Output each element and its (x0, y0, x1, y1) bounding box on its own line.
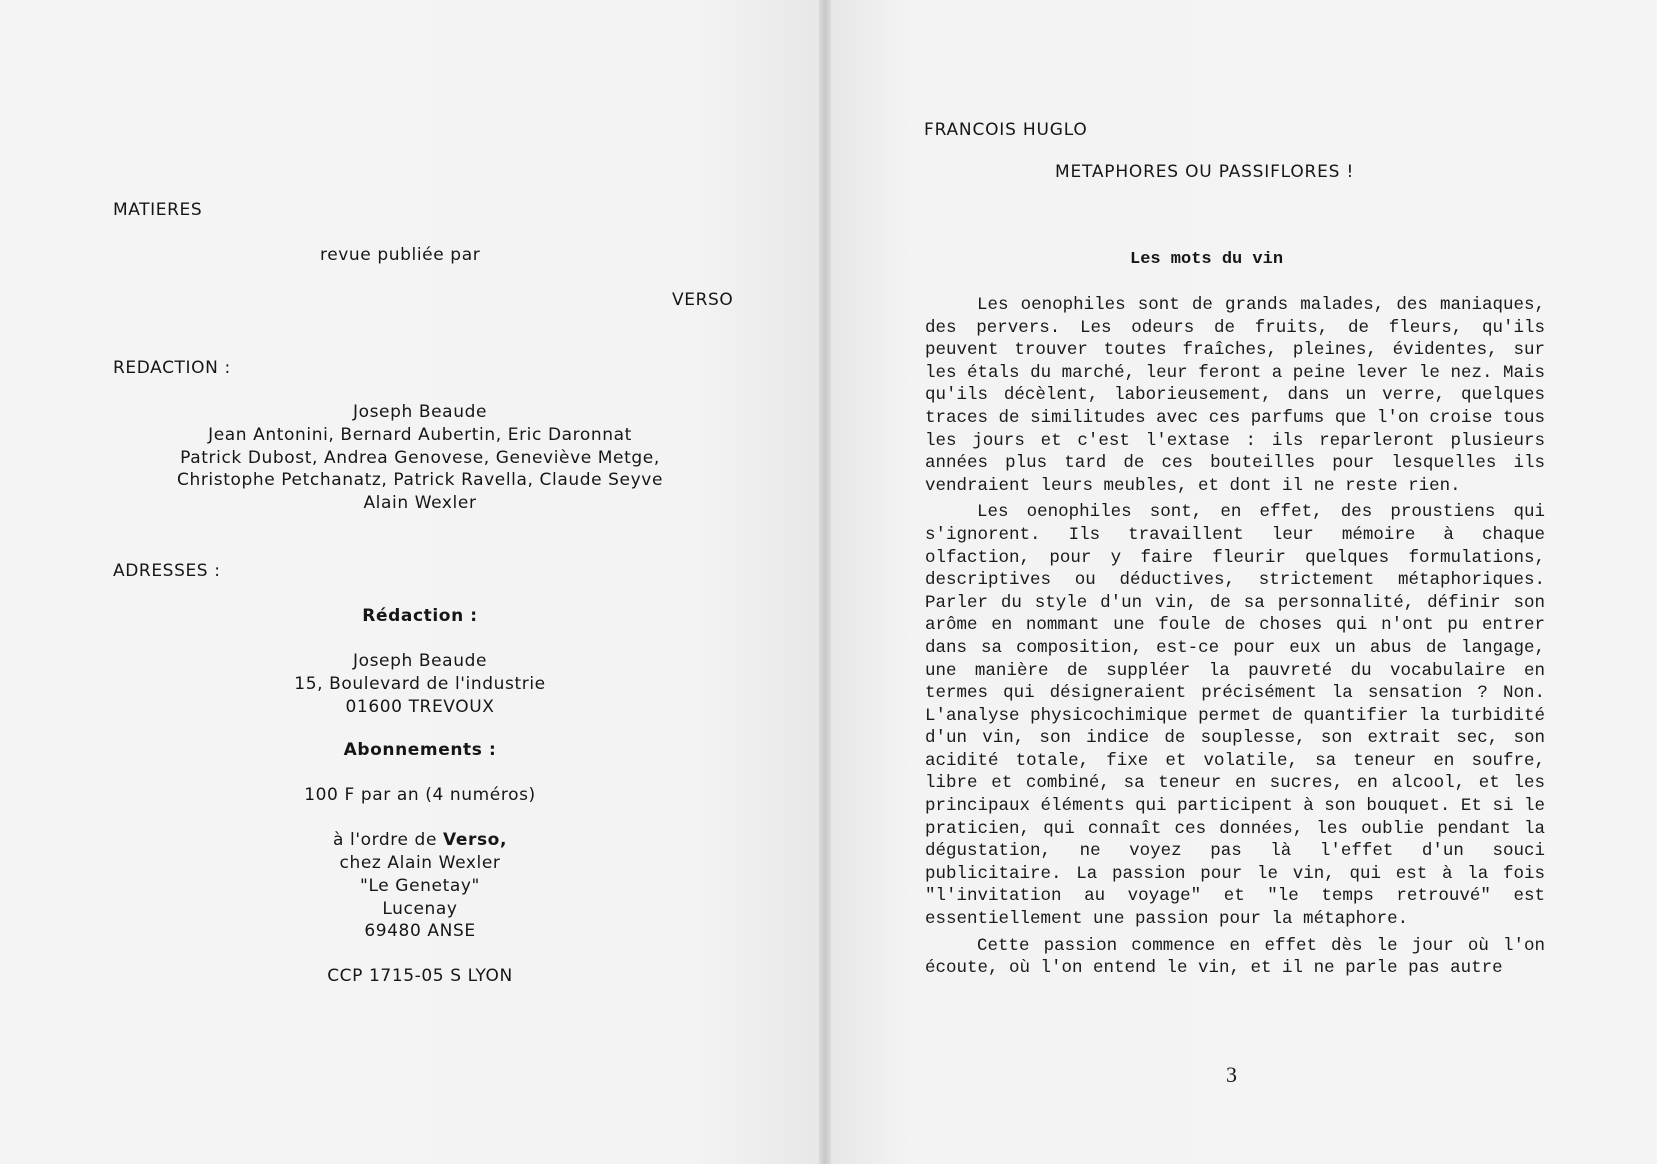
left-page (0, 0, 822, 1164)
redaction-subheading: Rédaction : (362, 606, 478, 626)
book-gutter (819, 0, 831, 1164)
ccp-account: CCP 1715-05 S LYON (327, 966, 513, 986)
address-line-2: 15, Boulevard de l'industrie (294, 674, 546, 694)
article-author: FRANCOIS HUGLO (924, 120, 1088, 140)
redaction-line-2: Jean Antonini, Bernard Aubertin, Eric Daronnat (208, 425, 632, 445)
order-prefix: à l'ordre de (332, 830, 444, 850)
article-subtitle: Les mots du vin (1130, 250, 1284, 269)
order-address-3: Lucenay (382, 899, 458, 919)
address-line-1: Joseph Beaude (352, 651, 488, 671)
order-address-4: 69480 ANSE (364, 921, 476, 941)
paragraph: Les oenophiles sont, en effet, des proustiens qui s'ignorent. Ils travaillent leur mémoire à chaque olfaction, pour y faire fleurir quelques formulations, descriptives ou déductives, strictement métaphoriques. Parler du style d'un vin, de sa personnalité, définir son arôme en nommant une foule de choses qui n'ont pu entrer dans sa composition, est-ce pour eux un abus de langage, une manière de suppléer la pauvreté du vocabulaire en termes qui désigneraient précisément la sensation ? Non. L'analyse physicochimique permet de quantifier la turbidité d'un vin, son indice de souplesse, son extrait sec, son acidité totale, fixe et volatile, sa teneur en soufre, libre et combiné, sa teneur en sucres, en alcool, et les principaux éléments qui participent à son bouquet. Et si le praticien, qui connaît ces données, les oublie pendant la dégustation, ne voyez pas là l'effet d'un souci publicitaire. La passion pour le vin, qui est à la fois "l'invitation au voyage" et "le temps retrouvé" est essentiellement une passion pour la métaphore. (925, 502, 1545, 930)
masthead-title: MATIERES (113, 200, 203, 220)
article-body (925, 294, 1545, 984)
redaction-line-5: Alain Wexler (363, 493, 477, 513)
page-number: 3 (1226, 1062, 1237, 1087)
subscription-price: 100 F par an (4 numéros) (304, 785, 536, 805)
redaction-line-4: Christophe Petchanatz, Patrick Ravella, Claude Seyve (177, 470, 663, 490)
adresses-heading: ADRESSES : (113, 561, 221, 581)
order-address-1: chez Alain Wexler (339, 853, 501, 873)
paragraph: Les oenophiles sont de grands malades, des maniaques, des pervers. Les odeurs de fruits, de fleurs, qu'ils peuvent trouver toutes fraîches, pleines, évidentes, sur les étals du marché, leur feront a peine lever le nez. Mais qu'ils décèlent, laborieusement, dans un verre, quelques traces de similitudes avec ces parfums que l'on croise tous les jours et c'est l'extase : ils reparleront plusieurs années plus tard de ces bouteilles pour lesquelles ils vendraient leurs meubles, et dont il ne reste rien. (925, 295, 1545, 496)
order-line (100, 830, 740, 850)
address-line-3: 01600 TREVOUX (345, 697, 495, 717)
revue-line: revue publiée par (320, 245, 481, 265)
article-title: METAPHORES OU PASSIFLORES ! (1055, 162, 1355, 182)
abonnements-heading: Abonnements : (343, 740, 497, 760)
redaction-line-1: Joseph Beaude (352, 402, 488, 422)
redaction-line-3: Patrick Dubost, Andrea Genovese, Geneviève Metge, (180, 448, 660, 468)
publisher-name: VERSO (672, 290, 734, 310)
redaction-heading: REDACTION : (113, 358, 231, 378)
paragraph: Cette passion commence en effet dès le jour où l'on écoute, où l'on entend le vin, et il ne parle pas autre (925, 935, 1545, 979)
order-address-2: "Le Genetay" (360, 876, 480, 896)
order-name: Verso, (443, 830, 508, 850)
